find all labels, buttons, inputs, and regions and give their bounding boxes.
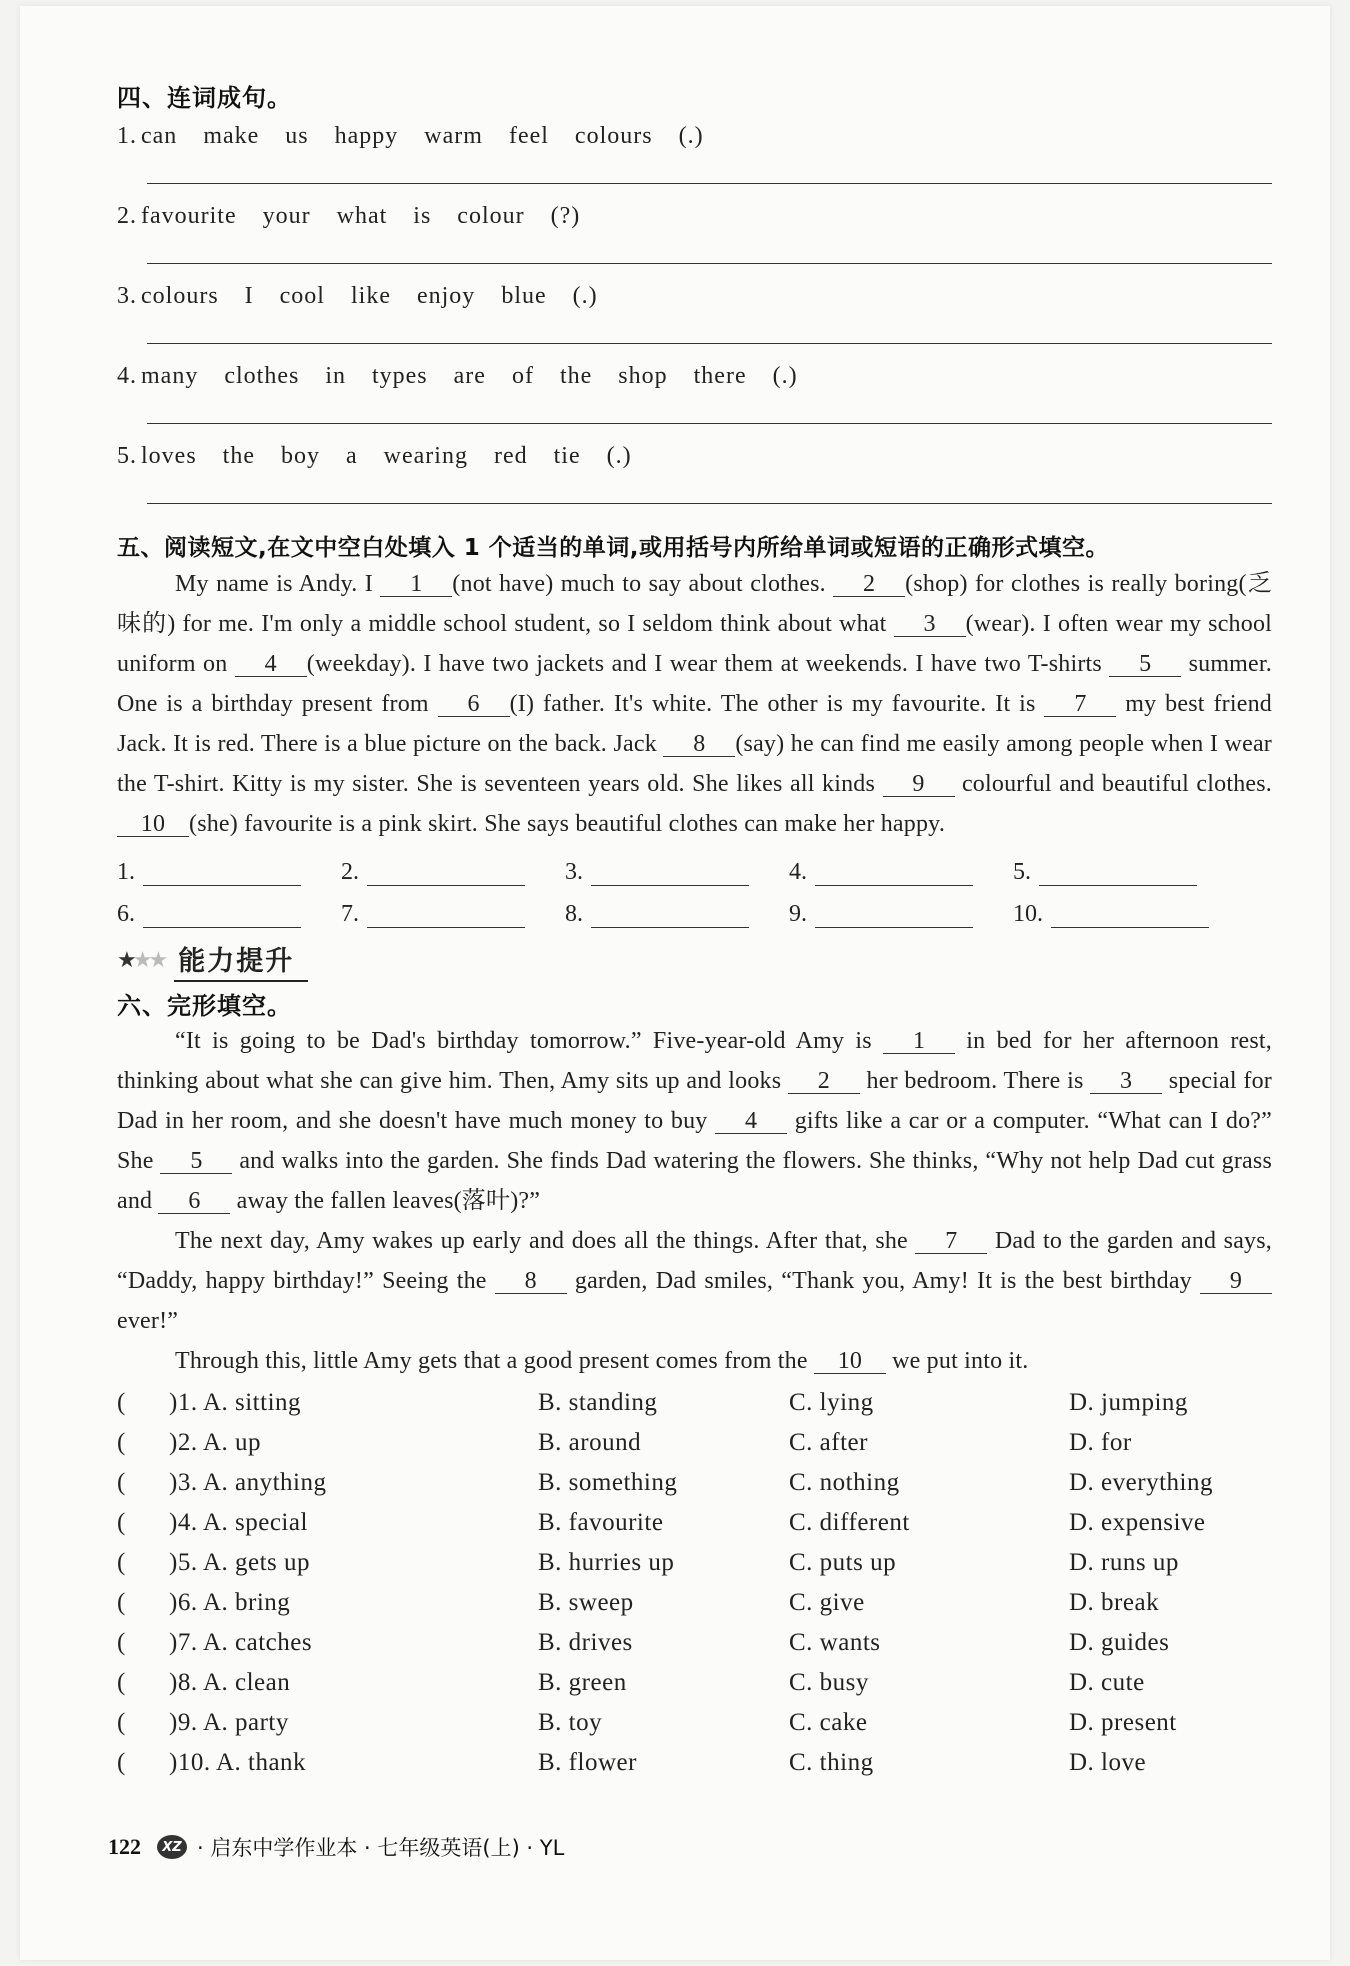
option-d[interactable]: D. runs up xyxy=(1069,1549,1179,1576)
option-b[interactable]: B. sweep xyxy=(538,1589,634,1616)
section6-paragraph-2 xyxy=(117,1221,1272,1341)
passage-text: (shop) for clothes is really boring(乏味的) for me. I'm only a middle school student, so I seldom think about what xyxy=(117,571,1273,637)
question-row xyxy=(117,1423,1272,1463)
answer-line[interactable] xyxy=(591,861,749,886)
option-b[interactable]: B. something xyxy=(538,1469,678,1496)
answer-paren[interactable]: ( xyxy=(117,1669,126,1696)
passage-text: in bed for her afternoon rest, thinking about what she can give him. Then, Amy sits up and looks xyxy=(117,1028,1272,1094)
reorder-item xyxy=(117,443,1272,523)
answer-line[interactable] xyxy=(591,903,749,928)
blank-field[interactable]: 1 xyxy=(380,572,452,597)
word: boy xyxy=(281,443,320,469)
blank-field[interactable]: 4 xyxy=(235,652,307,677)
option-b[interactable]: B. toy xyxy=(538,1709,603,1736)
blank-field[interactable]: 3 xyxy=(894,612,966,637)
section4-items xyxy=(117,123,1272,523)
answer-line[interactable] xyxy=(367,903,525,928)
blank-field[interactable]: 5 xyxy=(160,1149,232,1174)
blank-field[interactable]: 5 xyxy=(1109,652,1181,677)
section5-title: 五、阅读短文,在文中空白处填入 1 个适当的单词,或用括号内所给单词或短语的正确形式填空。 xyxy=(117,535,1109,561)
answer-line[interactable] xyxy=(143,861,301,886)
answer-number: 1. xyxy=(117,859,135,885)
section6-title: 六、完形填空。 xyxy=(117,992,292,1020)
blank-field[interactable]: 7 xyxy=(915,1229,987,1254)
word: is xyxy=(413,203,432,229)
option-a[interactable]: )10. A. thank xyxy=(169,1749,307,1776)
blank-field[interactable]: 8 xyxy=(495,1269,567,1294)
blank-field[interactable]: 6 xyxy=(158,1189,230,1214)
answer-number: 10. xyxy=(1013,901,1043,927)
word: colours xyxy=(574,123,653,149)
option-d[interactable]: D. jumping xyxy=(1069,1389,1188,1416)
question-row xyxy=(117,1623,1272,1663)
answer-cell xyxy=(117,890,341,928)
blank-field[interactable]: 2 xyxy=(788,1069,860,1094)
passage-text: my best friend Jack. It is red. There is a blue picture on the back. Jack xyxy=(117,691,1272,757)
section5-passage xyxy=(117,564,1272,844)
question-row xyxy=(117,1383,1272,1423)
question-row xyxy=(117,1543,1272,1583)
reorder-item xyxy=(117,123,1272,203)
blank-field[interactable]: 4 xyxy=(715,1109,787,1134)
question-row xyxy=(117,1583,1272,1623)
stars-icon: ★★★ xyxy=(117,947,165,973)
blank-field[interactable]: 1 xyxy=(883,1029,955,1054)
answer-paren[interactable]: ( xyxy=(117,1469,126,1496)
answer-line[interactable] xyxy=(147,503,1272,504)
option-c[interactable]: C. busy xyxy=(789,1669,869,1696)
reorder-words xyxy=(117,443,1272,470)
word: types xyxy=(371,363,428,389)
word: (.) xyxy=(572,283,598,309)
answer-line[interactable] xyxy=(143,903,301,928)
option-c[interactable]: C. after xyxy=(789,1429,868,1456)
answer-paren[interactable]: ( xyxy=(117,1589,126,1616)
passage-text: Through this, little Amy gets that a good present comes from the xyxy=(175,1348,814,1374)
word: of xyxy=(511,363,534,389)
option-c[interactable]: C. give xyxy=(789,1589,865,1616)
passage-text: Dad to the garden and says, “Daddy, happy birthday!” Seeing the xyxy=(117,1228,1272,1294)
answer-cell xyxy=(117,848,341,886)
word: make xyxy=(203,123,260,149)
reorder-words xyxy=(117,123,1272,150)
word: what xyxy=(336,203,388,229)
word: (.) xyxy=(772,363,798,389)
blank-field[interactable]: 2 xyxy=(833,572,905,597)
option-a[interactable]: )9. A. party xyxy=(169,1709,289,1736)
option-a[interactable]: )1. A. sitting xyxy=(169,1389,302,1416)
answer-number: 3. xyxy=(565,859,583,885)
answer-paren[interactable]: ( xyxy=(117,1549,126,1576)
answer-number: 9. xyxy=(789,901,807,927)
item-number: 5. xyxy=(117,443,137,469)
option-d[interactable]: D. expensive xyxy=(1069,1509,1206,1536)
word: the xyxy=(559,363,593,389)
page-footer xyxy=(108,1832,564,1862)
answer-number: 6. xyxy=(117,901,135,927)
word: many xyxy=(141,363,199,389)
option-a[interactable]: )5. A. gets up xyxy=(169,1549,311,1576)
word: I xyxy=(244,283,254,309)
blank-field[interactable]: 6 xyxy=(438,692,510,717)
reorder-item xyxy=(117,363,1272,443)
option-c[interactable]: C. puts up xyxy=(789,1549,897,1576)
passage-text: away the fallen leaves(落叶)?” xyxy=(230,1188,541,1214)
reorder-words xyxy=(117,203,1272,230)
answer-line[interactable] xyxy=(147,183,1272,184)
word: wearing xyxy=(383,443,468,469)
option-b[interactable]: B. drives xyxy=(538,1629,633,1656)
reorder-item xyxy=(117,283,1272,363)
answer-number: 7. xyxy=(341,901,359,927)
book-title: · 启东中学作业本 · 七年级英语(上) · YL xyxy=(197,1836,565,1860)
option-c[interactable]: C. lying xyxy=(789,1389,874,1416)
passage-text: her bedroom. There is xyxy=(859,1068,1091,1094)
passage-text: (she) favourite is a pink skirt. She says beautiful clothes can make her happy. xyxy=(189,811,946,837)
question-row xyxy=(117,1463,1272,1503)
question-row xyxy=(117,1663,1272,1703)
option-b[interactable]: B. hurries up xyxy=(538,1549,675,1576)
word: in xyxy=(325,363,346,389)
option-d[interactable]: D. love xyxy=(1069,1749,1147,1776)
passage-text: we put into it. xyxy=(885,1348,1029,1374)
answer-cell xyxy=(1013,890,1237,928)
answer-cell xyxy=(341,890,565,928)
section6-questions xyxy=(117,1383,1272,1783)
option-c[interactable]: C. wants xyxy=(789,1629,881,1656)
item-number: 3. xyxy=(117,283,137,309)
answer-line[interactable] xyxy=(815,903,973,928)
item-number: 2. xyxy=(117,203,137,229)
passage-text: (not have) much to say about clothes. xyxy=(452,571,834,597)
passage-text: The next day, Amy wakes up early and does all the things. After that, she xyxy=(175,1228,916,1254)
question-row xyxy=(117,1743,1272,1783)
answer-line[interactable] xyxy=(1051,903,1209,928)
xz-logo-icon: XZ xyxy=(157,1835,187,1859)
passage-text: ever!” xyxy=(117,1308,179,1334)
reorder-item xyxy=(117,203,1272,283)
option-b[interactable]: B. flower xyxy=(538,1749,637,1776)
word: us xyxy=(285,123,309,149)
option-a[interactable]: )6. A. bring xyxy=(169,1589,291,1616)
word: cool xyxy=(279,283,325,309)
blank-field[interactable]: 3 xyxy=(1090,1069,1162,1094)
section6-paragraph-1 xyxy=(117,1021,1272,1221)
word: tie xyxy=(553,443,581,469)
answer-paren[interactable]: ( xyxy=(117,1389,126,1416)
question-row xyxy=(117,1503,1272,1543)
option-c[interactable]: C. cake xyxy=(789,1709,868,1736)
answer-cell xyxy=(565,890,789,928)
passage-text: summer. One is a birthday present from xyxy=(117,651,1272,717)
answer-line[interactable] xyxy=(147,343,1272,344)
passage-text: (wear). I often wear my school uniform on xyxy=(117,611,1273,677)
word: the xyxy=(222,443,255,469)
option-d[interactable]: D. guides xyxy=(1069,1629,1170,1656)
answer-paren[interactable]: ( xyxy=(117,1509,126,1536)
blank-field[interactable]: 7 xyxy=(1044,692,1116,717)
word: loves xyxy=(141,443,197,469)
word: (?) xyxy=(550,203,581,229)
option-a[interactable]: )3. A. anything xyxy=(169,1469,327,1496)
answer-paren[interactable]: ( xyxy=(117,1429,126,1456)
option-a[interactable]: )2. A. up xyxy=(169,1429,261,1456)
answer-number: 4. xyxy=(789,859,807,885)
answer-number: 5. xyxy=(1013,859,1031,885)
blank-field[interactable]: 8 xyxy=(663,732,735,757)
answer-paren[interactable]: ( xyxy=(117,1709,126,1736)
passage-text: garden, Dad smiles, “Thank you, Amy! It is the best birthday xyxy=(566,1268,1200,1294)
banner-title: 能力提升 xyxy=(174,939,308,982)
option-d[interactable]: D. for xyxy=(1069,1429,1132,1456)
page-number: 122 xyxy=(108,1834,141,1859)
answer-line[interactable] xyxy=(367,861,525,886)
blank-field[interactable]: 9 xyxy=(1200,1269,1272,1294)
word: blue xyxy=(501,283,547,309)
word: (.) xyxy=(678,123,704,149)
passage-text: (weekday). I have two jackets and I wear them at weekends. I have two T-shirts xyxy=(306,651,1110,677)
passage-text: and walks into the garden. She finds Dad watering the flowers. She thinks, “Why not help Dad cut grass and xyxy=(117,1148,1272,1214)
word: favourite xyxy=(141,203,237,229)
option-a[interactable]: )8. A. clean xyxy=(169,1669,291,1696)
answer-cell xyxy=(789,848,1013,886)
passage-text: colourful and beautiful clothes. xyxy=(954,771,1272,797)
option-b[interactable]: B. around xyxy=(538,1429,642,1456)
option-b[interactable]: B. standing xyxy=(538,1389,658,1416)
reorder-words xyxy=(117,363,1272,390)
reorder-words xyxy=(117,283,1272,310)
passage-text: “It is going to be Dad's birthday tomorrow.” Five-year-old Amy is xyxy=(175,1028,884,1054)
content xyxy=(117,78,1272,1783)
answer-line[interactable] xyxy=(1039,861,1197,886)
question-row xyxy=(117,1703,1272,1743)
section4-title: 四、连词成句。 xyxy=(117,84,292,112)
word: shop xyxy=(618,363,668,389)
answer-cell xyxy=(341,848,565,886)
answer-cell xyxy=(565,848,789,886)
blank-field[interactable]: 10 xyxy=(814,1349,886,1374)
word: happy xyxy=(334,123,399,149)
section5-answer-grid xyxy=(117,848,1272,928)
option-c[interactable]: C. different xyxy=(789,1509,910,1536)
ability-banner xyxy=(117,938,1272,982)
answer-paren[interactable]: ( xyxy=(117,1749,126,1776)
blank-field[interactable]: 10 xyxy=(117,812,189,837)
option-b[interactable]: B. green xyxy=(538,1669,627,1696)
word: are xyxy=(453,363,486,389)
option-c[interactable]: C. nothing xyxy=(789,1469,900,1496)
section6-paragraph-3 xyxy=(117,1341,1272,1381)
word: there xyxy=(693,363,747,389)
option-c[interactable]: C. thing xyxy=(789,1749,874,1776)
item-number: 4. xyxy=(117,363,137,389)
option-d[interactable]: D. everything xyxy=(1069,1469,1213,1496)
answer-line[interactable] xyxy=(147,263,1272,264)
word: your xyxy=(262,203,311,229)
answer-paren[interactable]: ( xyxy=(117,1629,126,1656)
passage-text: (I) father. It's white. The other is my favourite. It is xyxy=(509,691,1045,717)
option-d[interactable]: D. cute xyxy=(1069,1669,1145,1696)
answer-number: 8. xyxy=(565,901,583,927)
passage-text: gifts like a car or a computer. “What can I do?” She xyxy=(117,1108,1272,1174)
word: can xyxy=(141,123,178,149)
answer-number: 2. xyxy=(341,859,359,885)
option-d[interactable]: D. break xyxy=(1069,1589,1160,1616)
item-number: 1. xyxy=(117,123,137,149)
word: colour xyxy=(457,203,525,229)
passage-text: special for Dad in her room, and she doesn't have much money to buy xyxy=(117,1068,1272,1134)
blank-field[interactable]: 9 xyxy=(883,772,955,797)
passage-text: (say) he can find me easily among people when I wear the T-shirt. Kitty is my sister. She is seventeen years old. She likes all kinds xyxy=(117,731,1272,797)
answer-cell xyxy=(1013,848,1237,886)
answer-line[interactable] xyxy=(815,861,973,886)
option-b[interactable]: B. favourite xyxy=(538,1509,664,1536)
word: red xyxy=(493,443,528,469)
word: enjoy xyxy=(416,283,476,309)
option-a[interactable]: )4. A. special xyxy=(169,1509,308,1536)
word: clothes xyxy=(224,363,300,389)
answer-line[interactable] xyxy=(147,423,1272,424)
option-a[interactable]: )7. A. catches xyxy=(169,1629,313,1656)
word: (.) xyxy=(606,443,632,469)
word: warm xyxy=(424,123,483,149)
word: like xyxy=(350,283,391,309)
word: a xyxy=(346,443,358,469)
word: feel xyxy=(508,123,549,149)
word: colours xyxy=(141,283,219,309)
passage-text: My name is Andy. I xyxy=(175,571,381,597)
option-d[interactable]: D. present xyxy=(1069,1709,1177,1736)
answer-cell xyxy=(789,890,1013,928)
